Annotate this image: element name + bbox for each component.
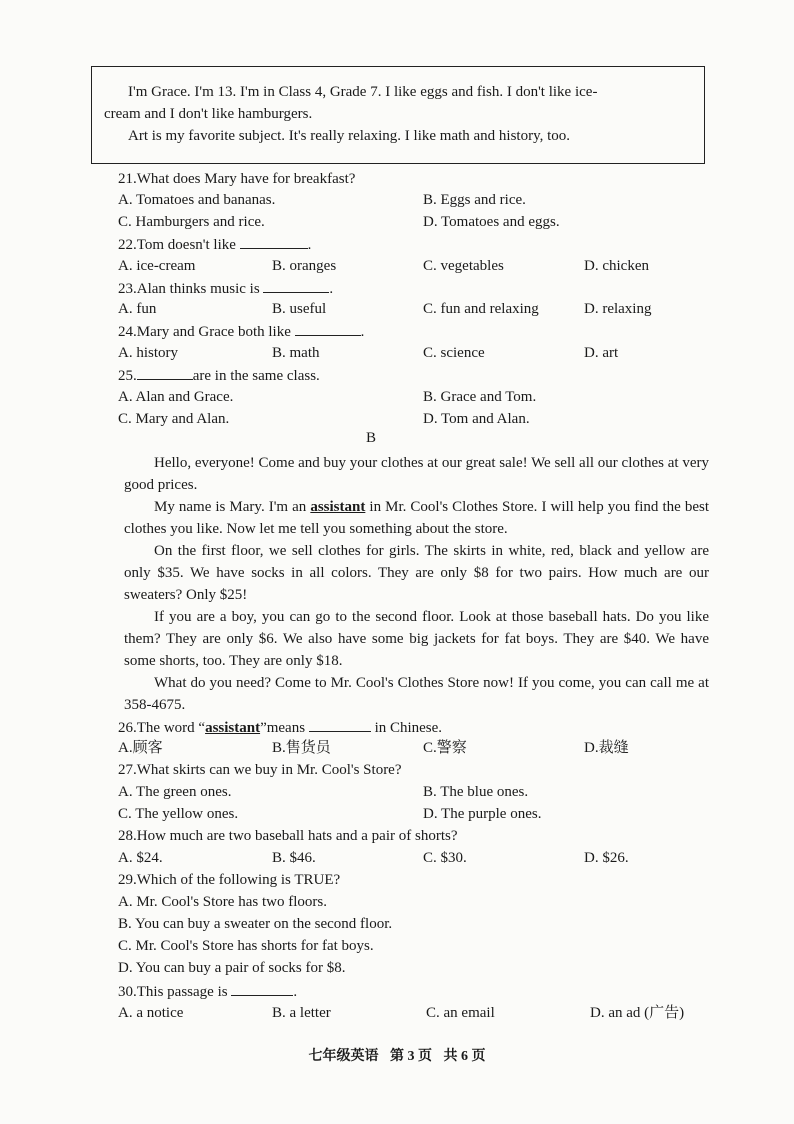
question-stem: This passage is	[136, 984, 228, 1000]
passage-b-paragraph: Hello, everyone! Come and buy your clothes at our great sale! We sell all our clothes at very good prices.	[124, 455, 709, 493]
footer-subject: 七年级英语	[308, 1049, 379, 1064]
passage-b-paragraph: If you are a boy, you can go to the second floor. Look at those baseball hats. Do you like them? They are only $6. We also have some big jackets for fat boys. They are $40. We have some shorts, too. They are only $18.	[124, 609, 709, 669]
option[interactable]: B. oranges	[272, 258, 337, 274]
question-number: 21.	[118, 171, 137, 187]
option[interactable]: D. an ad (广告)	[590, 1005, 685, 1021]
question-24	[118, 321, 364, 342]
option[interactable]: C. The yellow ones.	[118, 806, 239, 822]
option[interactable]: A. a notice	[118, 1005, 184, 1021]
option[interactable]: C. Mr. Cool's Store has shorts for fat boys.	[118, 938, 374, 954]
option[interactable]: B. a letter	[272, 1005, 331, 1021]
option[interactable]: D. You can buy a pair of socks for $8.	[118, 960, 346, 976]
question-stem-end: .	[307, 237, 312, 253]
footer-total-pages: 共 6 页	[443, 1049, 486, 1064]
question-stem: ”means	[260, 720, 306, 736]
section-b-label: B	[366, 430, 377, 446]
footer-page-number: 第 3 页	[390, 1049, 432, 1064]
option[interactable]: A. Mr. Cool's Store has two floors.	[118, 894, 327, 910]
answer-blank[interactable]	[309, 717, 371, 732]
paragraph-text: My name is Mary. I'm an	[154, 499, 307, 515]
question-number: 30.	[118, 984, 137, 1000]
option[interactable]: A. ice-cream	[118, 258, 196, 274]
question-stem: Mary and Grace both like	[136, 324, 291, 340]
question-stem-end: in Chinese.	[374, 720, 443, 736]
question-27	[118, 760, 402, 780]
answer-blank[interactable]	[137, 365, 193, 380]
option[interactable]: D. Tom and Alan.	[423, 411, 530, 427]
option[interactable]: C. vegetables	[423, 258, 504, 274]
option[interactable]: A. history	[118, 345, 178, 361]
answer-blank[interactable]	[231, 981, 293, 996]
question-stem-end: .	[329, 281, 334, 297]
question-stem: Tom doesn't like	[136, 237, 236, 253]
option[interactable]: B. You can buy a sweater on the second floor.	[118, 916, 393, 932]
passage-b	[124, 452, 709, 716]
question-number: 23.	[118, 281, 137, 297]
answer-blank[interactable]	[240, 234, 308, 249]
passage-b-paragraph: On the first floor, we sell clothes for girls. The skirts in white, red, black and yellow are only $35. We have socks in all colors. They are only $8 for two pairs. How much are our sweaters? Only $25!	[124, 543, 709, 603]
option[interactable]: C. fun and relaxing	[423, 301, 539, 317]
option[interactable]: A. The green ones.	[118, 784, 232, 800]
page-footer	[0, 1045, 794, 1065]
keyword-assistant: assistant	[205, 720, 261, 736]
question-number: 29.	[118, 872, 137, 888]
option[interactable]: D.裁缝	[584, 740, 629, 756]
passage-a-box	[91, 66, 705, 164]
question-number: 24.	[118, 324, 137, 340]
question-22	[118, 234, 311, 255]
question-29	[118, 870, 340, 890]
question-number: 22.	[118, 237, 137, 253]
question-stem: What does Mary have for breakfast?	[136, 171, 356, 187]
passage-b-paragraph	[124, 496, 709, 540]
question-number: 27.	[118, 762, 137, 778]
question-stem: The word “	[136, 720, 206, 736]
question-number: 28.	[118, 828, 137, 844]
answer-blank[interactable]	[295, 321, 361, 336]
question-stem-end: .	[293, 984, 298, 1000]
option[interactable]: B. $46.	[272, 850, 316, 866]
option[interactable]: C.警察	[423, 740, 467, 756]
question-stem: How much are two baseball hats and a pair of shorts?	[136, 828, 458, 844]
option[interactable]: D. Tomatoes and eggs.	[423, 214, 560, 230]
question-stem: Which of the following is TRUE?	[136, 872, 341, 888]
passage-a-line: Art is my favorite subject. It's really relaxing. I like math and history, too.	[128, 128, 571, 144]
question-number: 26.	[118, 720, 137, 736]
option[interactable]: C. $30.	[423, 850, 467, 866]
option[interactable]: B. useful	[272, 301, 327, 317]
option[interactable]: D. $26.	[584, 850, 629, 866]
question-stem-end: .	[360, 324, 365, 340]
question-stem: What skirts can we buy in Mr. Cool's Store?	[136, 762, 402, 778]
option[interactable]: D. The purple ones.	[423, 806, 542, 822]
option[interactable]: A.顾客	[118, 740, 163, 756]
question-28	[118, 826, 458, 846]
question-number: 25.	[118, 368, 137, 384]
question-26	[118, 717, 442, 738]
question-25	[118, 365, 320, 386]
option[interactable]: A. fun	[118, 301, 157, 317]
passage-b-paragraph: What do you need? Come to Mr. Cool's Clothes Store now! If you come, you can call me at 358-4675.	[124, 675, 709, 713]
option[interactable]: D. chicken	[584, 258, 649, 274]
option[interactable]: C. an email	[426, 1005, 495, 1021]
passage-a-line: cream and I don't like hamburgers.	[104, 106, 313, 122]
option[interactable]: C. Hamburgers and rice.	[118, 214, 265, 230]
option[interactable]: D. relaxing	[584, 301, 652, 317]
option[interactable]: D. art	[584, 345, 619, 361]
option[interactable]: A. Alan and Grace.	[118, 389, 234, 405]
option[interactable]: C. Mary and Alan.	[118, 411, 230, 427]
answer-blank[interactable]	[263, 278, 329, 293]
keyword-assistant: assistant	[310, 499, 366, 515]
option[interactable]: B. Eggs and rice.	[423, 192, 526, 208]
question-stem: are in the same class.	[192, 368, 320, 384]
option[interactable]: B. Grace and Tom.	[423, 389, 537, 405]
question-23	[118, 278, 333, 299]
option[interactable]: B. The blue ones.	[423, 784, 529, 800]
passage-a-line: I'm Grace. I'm 13. I'm in Class 4, Grade 7. I like eggs and fish. I don't like ice-	[128, 84, 598, 100]
option[interactable]: B.售货员	[272, 740, 331, 756]
option[interactable]: A. $24.	[118, 850, 163, 866]
question-stem: Alan thinks music is	[136, 281, 260, 297]
question-30	[118, 981, 297, 1002]
question-21	[118, 169, 355, 189]
option[interactable]: B. math	[272, 345, 320, 361]
option[interactable]: C. science	[423, 345, 485, 361]
option[interactable]: A. Tomatoes and bananas.	[118, 192, 276, 208]
paragraph-text: in Mr. Cool's Clothes Store. I will help you find the best clothes you like. Now let me tell you something about the store.	[124, 499, 709, 537]
